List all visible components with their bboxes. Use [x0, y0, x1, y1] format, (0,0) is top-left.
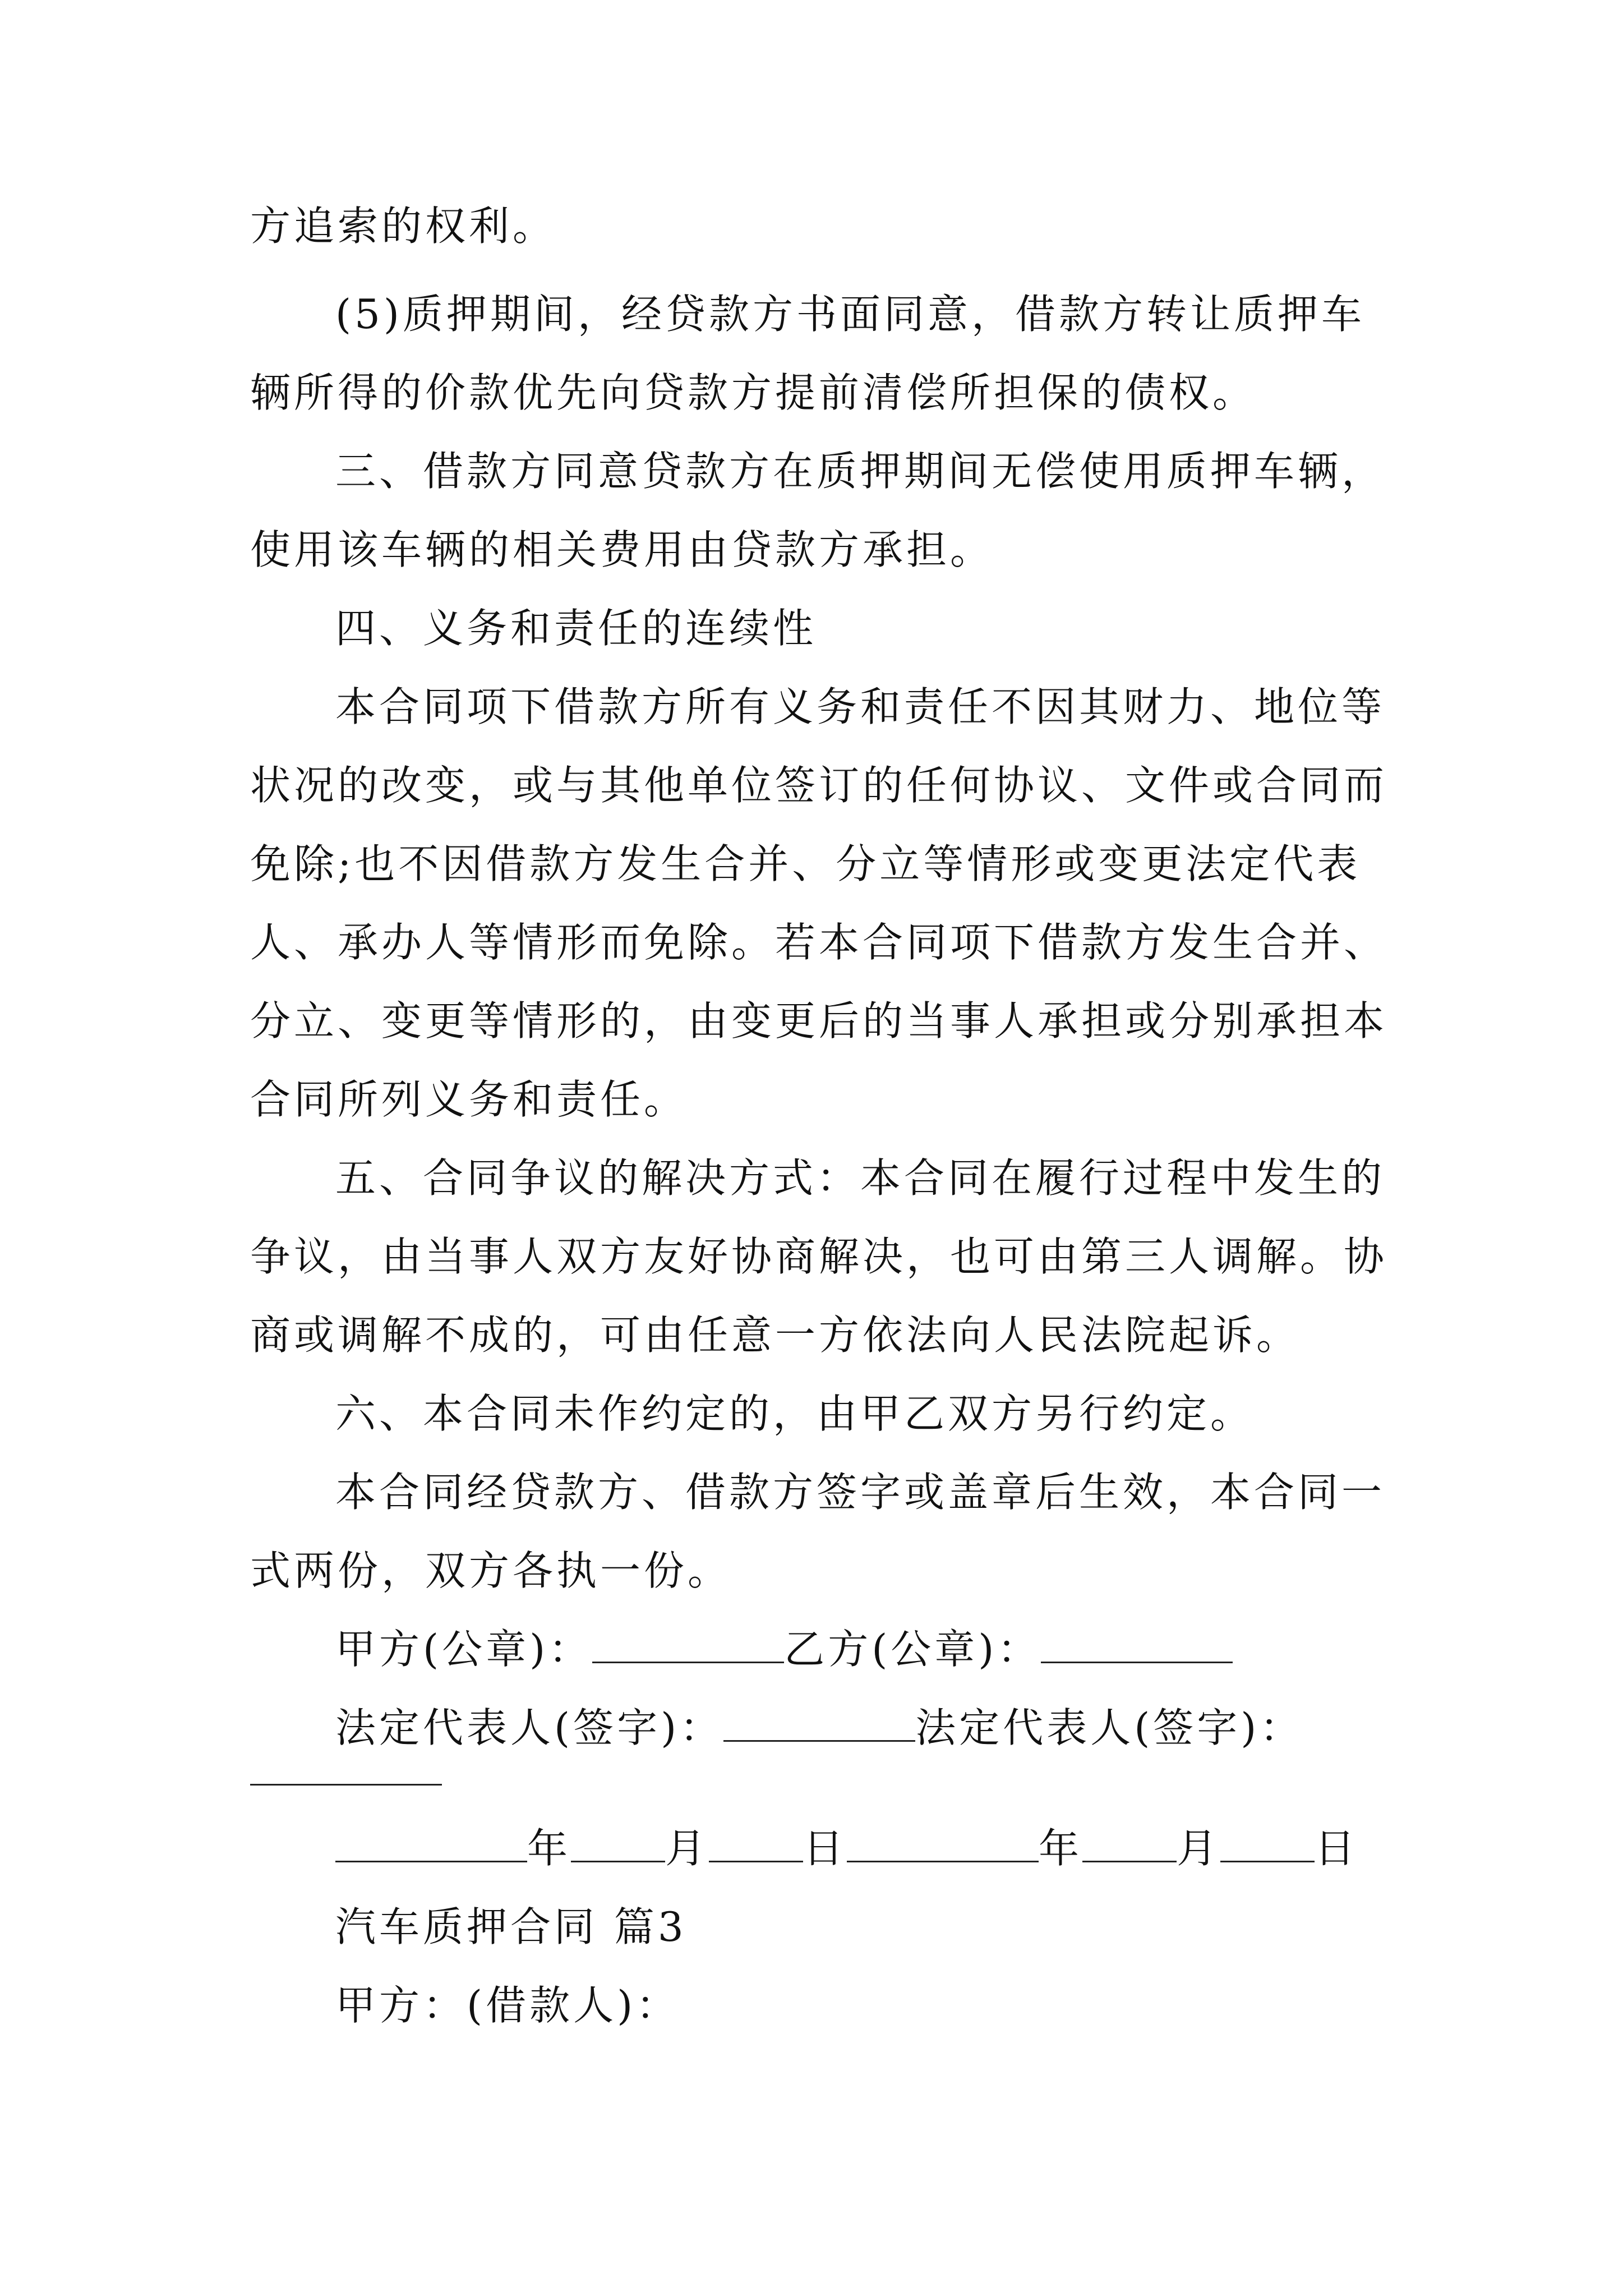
- representative-line: [335, 1703, 1303, 1753]
- day-label: 日: [803, 1825, 847, 1872]
- month-label: 月: [1177, 1825, 1221, 1872]
- paragraph-line: 人、承办人等情形而免除。若本合同项下借款方发生合并、: [250, 919, 1388, 966]
- rep-a-label: 法定代表人(签字)：: [335, 1704, 724, 1751]
- paragraph-line: 商或调解不成的，可由任意一方依法向人民法院起诉。: [250, 1312, 1301, 1359]
- paragraph-line: 辆所得的价款优先向贷款方提前清偿所担保的债权。: [250, 369, 1257, 416]
- paragraph-line: 分立、变更等情形的，由变更后的当事人承担或分别承担本: [250, 997, 1388, 1045]
- party-a-seal-label: 甲方(公章)：: [335, 1626, 593, 1673]
- day-b-blank[interactable]: [1220, 1826, 1315, 1862]
- paragraph-line: (5)质押期间，经贷款方书面同意，借款方转让质押车: [335, 291, 1365, 338]
- paragraph-line: 六、本合同未作约定的，由甲乙双方另行约定。: [335, 1390, 1255, 1437]
- year-b-blank[interactable]: [847, 1826, 1039, 1862]
- section-title: 汽车质押合同 篇3: [335, 1903, 687, 1950]
- date-line: [335, 1823, 1358, 1874]
- paragraph-line: 方追索的权利。: [250, 203, 557, 250]
- paragraph-line: 状况的改变，或与其他单位签订的任何协议、文件或合同而: [250, 762, 1388, 809]
- day-a-blank[interactable]: [709, 1826, 803, 1862]
- rep-a-blank[interactable]: [723, 1705, 915, 1742]
- rep-b-label: 法定代表人(签字)：: [915, 1704, 1304, 1751]
- month-a-blank[interactable]: [571, 1826, 665, 1862]
- rep-b-blank[interactable]: [250, 1784, 442, 1786]
- section-heading: 四、义务和责任的连续性: [335, 605, 817, 652]
- year-a-blank[interactable]: [335, 1826, 527, 1862]
- day-label: 日: [1315, 1825, 1359, 1872]
- paragraph-line: 争议，由当事人双方友好协商解决，也可由第三人调解。协: [250, 1233, 1388, 1280]
- paragraph-line: 式两份，双方各执一份。: [250, 1547, 732, 1594]
- paragraph-line: 使用该车辆的相关费用由贷款方承担。: [250, 526, 994, 573]
- month-b-blank[interactable]: [1082, 1826, 1177, 1862]
- paragraph-line: 合同所列义务和责任。: [250, 1076, 688, 1123]
- party-b-seal-label: 乙方(公章)：: [784, 1626, 1041, 1673]
- party-a-line: 甲方：(借款人)：: [335, 1982, 680, 2029]
- paragraph-line: 三、借款方同意贷款方在质押期间无偿使用质押车辆，: [335, 448, 1386, 495]
- year-label: 年: [527, 1825, 571, 1872]
- month-label: 月: [665, 1825, 709, 1872]
- party-a-seal-blank[interactable]: [592, 1627, 784, 1663]
- paragraph-line: 本合同项下借款方所有义务和责任不因其财力、地位等: [335, 683, 1386, 730]
- paragraph-line: 五、合同争议的解决方式：本合同在履行过程中发生的: [335, 1154, 1386, 1202]
- paragraph-line: 本合同经贷款方、借款方签字或盖章后生效，本合同一: [335, 1469, 1386, 1516]
- seal-line: [335, 1624, 1233, 1674]
- party-b-seal-blank[interactable]: [1041, 1627, 1233, 1663]
- paragraph-line: 免除;也不因借款方发生合并、分立等情形或变更法定代表: [250, 840, 1361, 887]
- year-label: 年: [1039, 1825, 1083, 1872]
